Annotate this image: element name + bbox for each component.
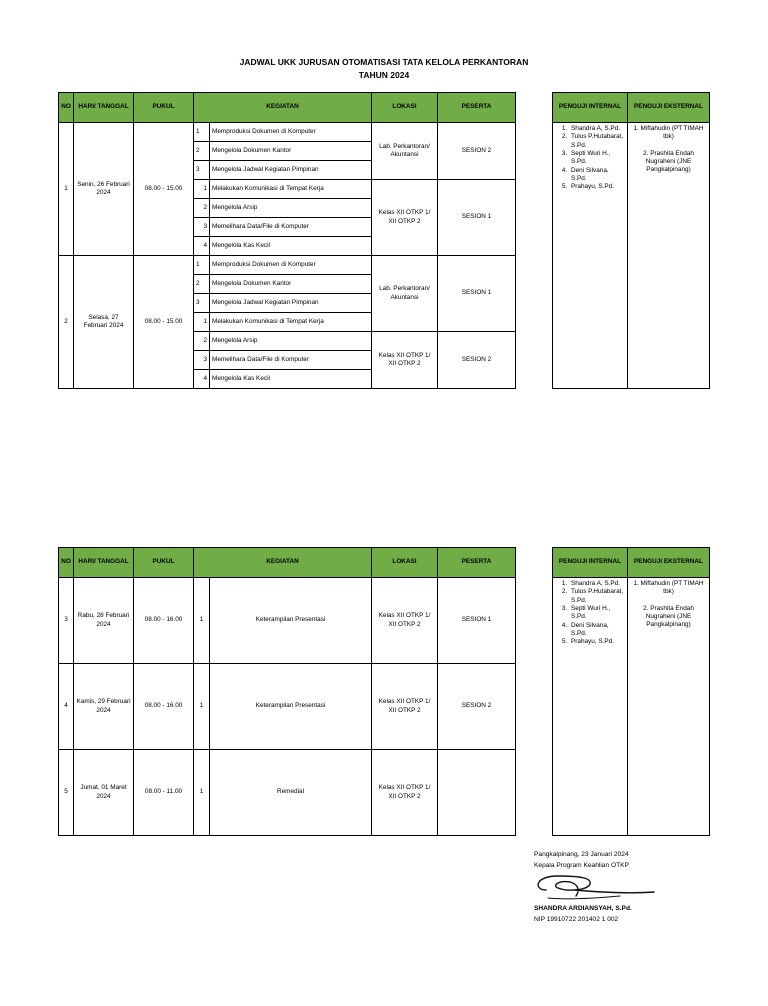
list-item: 1. Miftahudin (PT TIMAH tbk) (633, 125, 704, 141)
column-gap (516, 93, 553, 123)
row-no: 5 (59, 750, 74, 836)
list-item: 1. Miftahudin (PT TIMAH tbk) (633, 580, 704, 596)
row-session (438, 750, 516, 836)
document-subtitle: TAHUN 2024 (358, 70, 410, 80)
table-header-row (59, 93, 710, 123)
header-pukul: PUKUL (134, 548, 194, 578)
activity-number: 1 (194, 180, 210, 199)
activity-name: Memelihara Data/File di Komputer (210, 218, 372, 237)
table-header-row (59, 548, 710, 578)
row-date: Senin, 26 Februari 2024 (74, 123, 134, 256)
header-lokasi: LOKASI (372, 93, 438, 123)
row-no: 1 (59, 123, 74, 256)
column-gap (516, 123, 553, 389)
row-location: Lab. Perkantoran/ Akuntansi (372, 256, 438, 332)
row-date: Rabu, 28 Februari 2024 (74, 578, 134, 664)
header-penguji-internal: PENGUJI INTERNAL (553, 93, 628, 123)
signature-name: SHANDRA ARDIANSYAH, S.Pd. (534, 905, 632, 912)
row-session: SESION 1 (438, 578, 516, 664)
list-item: 2. Prashita Endah Nugraheni (JNE Pangkalpinang) (643, 149, 694, 174)
row-location: Lab. Perkantoran/ Akuntansi (372, 123, 438, 180)
row-time: 08.00 - 16.00 (134, 664, 194, 750)
activity-number: 1 (194, 123, 210, 142)
activity-name: Keterampilan Presentasi (210, 664, 372, 750)
header-peserta: PESERTA (438, 93, 516, 123)
list-item: 3. Septi Wuri H., S.Pd. (569, 150, 625, 167)
row-location: Kelas XII OTKP 1/ XII OTKP 2 (372, 578, 438, 664)
activity-number: 3 (194, 161, 210, 180)
header-penguji-internal: PENGUJI INTERNAL (553, 548, 628, 578)
list-item: 3. Septi Wuri H., S.Pd. (569, 605, 625, 622)
row-time: 08.00 - 15.00 (134, 256, 194, 389)
activity-number: 3 (194, 351, 210, 370)
internal-examiners-cell (553, 578, 628, 836)
signature-nip: NIP 19910722 201402 1 002 (534, 916, 619, 923)
row-date: Jumat, 01 Maret 2024 (74, 750, 134, 836)
internal-examiners-cell (553, 123, 628, 389)
activity-number: 2 (194, 332, 210, 351)
activity-number: 1 (194, 256, 210, 275)
activity-name: Mengelola Arsip (210, 199, 372, 218)
external-examiners-cell (628, 578, 710, 836)
activity-name: Mengelola Kas Kecil (210, 237, 372, 256)
row-date: Kamis, 29 Februari 2024 (74, 664, 134, 750)
header-hari: HARI/ TANGGAL (74, 93, 134, 123)
activity-number: 1 (194, 664, 210, 750)
row-session: SESION 2 (438, 123, 516, 180)
activity-name: Keterampilan Presentasi (210, 578, 372, 664)
table-row (59, 578, 710, 664)
activity-name: Remedial (210, 750, 372, 836)
header-hari: HARI/ TANGGAL (74, 548, 134, 578)
row-no: 4 (59, 664, 74, 750)
list-item: 1. Shandra A, S.Pd. (569, 580, 625, 588)
activity-number: 3 (194, 218, 210, 237)
row-location: Kelas XII OTKP 1/ XII OTKP 2 (372, 664, 438, 750)
row-session: SESION 1 (438, 256, 516, 332)
activity-name: Memproduksi Dokumen di Komputer (210, 256, 372, 275)
column-gap (516, 578, 553, 836)
header-kegiatan: KEGIATAN (194, 93, 372, 123)
activity-number: 3 (194, 294, 210, 313)
list-item: 5. Prahayu, S.Pd. (569, 183, 625, 191)
signature-image (528, 868, 660, 908)
row-session: SESION 1 (438, 180, 516, 256)
list-item: 5. Prahayu, S.Pd. (569, 638, 625, 646)
activity-name: Melakukan Komunikasi di Tempat Kerja (210, 180, 372, 199)
table-row (59, 123, 710, 142)
list-item: 1. Shandra A, S.Pd. (569, 125, 625, 133)
schedule-table-2 (58, 547, 710, 836)
row-session: SESION 2 (438, 664, 516, 750)
header-penguji-eksternal: PENGUJI EKSTERNAL (628, 93, 710, 123)
header-kegiatan: KEGIATAN (194, 548, 372, 578)
signature-position: Kepala Program Keahlian OTKP (534, 862, 629, 869)
activity-number: 1 (194, 313, 210, 332)
activity-name: Melakukan Komunikasi di Tempat Kerja (210, 313, 372, 332)
header-pukul: PUKUL (134, 93, 194, 123)
activity-name: Mengelola Dokumen Kantor (210, 275, 372, 294)
row-date: Selasa, 27 Februari 2024 (74, 256, 134, 389)
activity-number: 4 (194, 370, 210, 389)
row-time: 08.00 - 11.00 (134, 750, 194, 836)
list-item: 2. Prashita Endah Nugraheni (JNE Pangkalpinang) (643, 604, 694, 629)
activity-number: 2 (194, 199, 210, 218)
header-peserta: PESERTA (438, 548, 516, 578)
activity-name: Memelihara Data/File di Komputer (210, 351, 372, 370)
activity-name: Mengelola Jadwal Kegiatan Pimpinan (210, 294, 372, 313)
row-location: Kelas XII OTKP 1/ XII OTKP 2 (372, 750, 438, 836)
internal-examiners-list (555, 580, 625, 647)
external-examiners-cell (628, 123, 710, 389)
column-gap (516, 548, 553, 578)
header-no: NO (59, 93, 74, 123)
signature-place-date: Pangkalpinang, 23 Januari 2024 (534, 851, 629, 858)
row-time: 08.00 - 15.00 (134, 123, 194, 256)
activity-number: 2 (194, 275, 210, 294)
list-item: 4. Deni Silvana, S.Pd. (569, 167, 625, 184)
schedule-table-1 (58, 92, 710, 389)
activity-name: Mengelola Dokumen Kantor (210, 142, 372, 161)
header-no: NO (59, 548, 74, 578)
row-location: Kelas XII OTKP 1/ XII OTKP 2 (372, 332, 438, 389)
activity-number: 1 (194, 578, 210, 664)
activity-number: 4 (194, 237, 210, 256)
row-location: Kelas XII OTKP 1/ XII OTKP 2 (372, 180, 438, 256)
row-time: 08.00 - 16.00 (134, 578, 194, 664)
header-penguji-eksternal: PENGUJI EKSTERNAL (628, 548, 710, 578)
list-item: 4. Deni Silvana, S.Pd. (569, 622, 625, 639)
row-no: 2 (59, 256, 74, 389)
header-lokasi: LOKASI (372, 548, 438, 578)
activity-name: Mengelola Arsip (210, 332, 372, 351)
activity-number: 2 (194, 142, 210, 161)
row-no: 3 (59, 578, 74, 664)
list-item: 2. Tulus P.Hutabarat, S.Pd. (569, 588, 625, 605)
row-session: SESION 2 (438, 332, 516, 389)
activity-number: 1 (194, 750, 210, 836)
document-title: JADWAL UKK JURUSAN OTOMATISASI TATA KELOLA PERKANTORAN (239, 57, 529, 67)
activity-name: Mengelola Kas Kecil (210, 370, 372, 389)
list-item: 2. Tulus P.Hutabarat, S.Pd. (569, 133, 625, 150)
activity-name: Memproduksi Dokumen di Komputer (210, 123, 372, 142)
activity-name: Mengelola Jadwal Kegiatan Pimpinan (210, 161, 372, 180)
internal-examiners-list (555, 125, 625, 192)
